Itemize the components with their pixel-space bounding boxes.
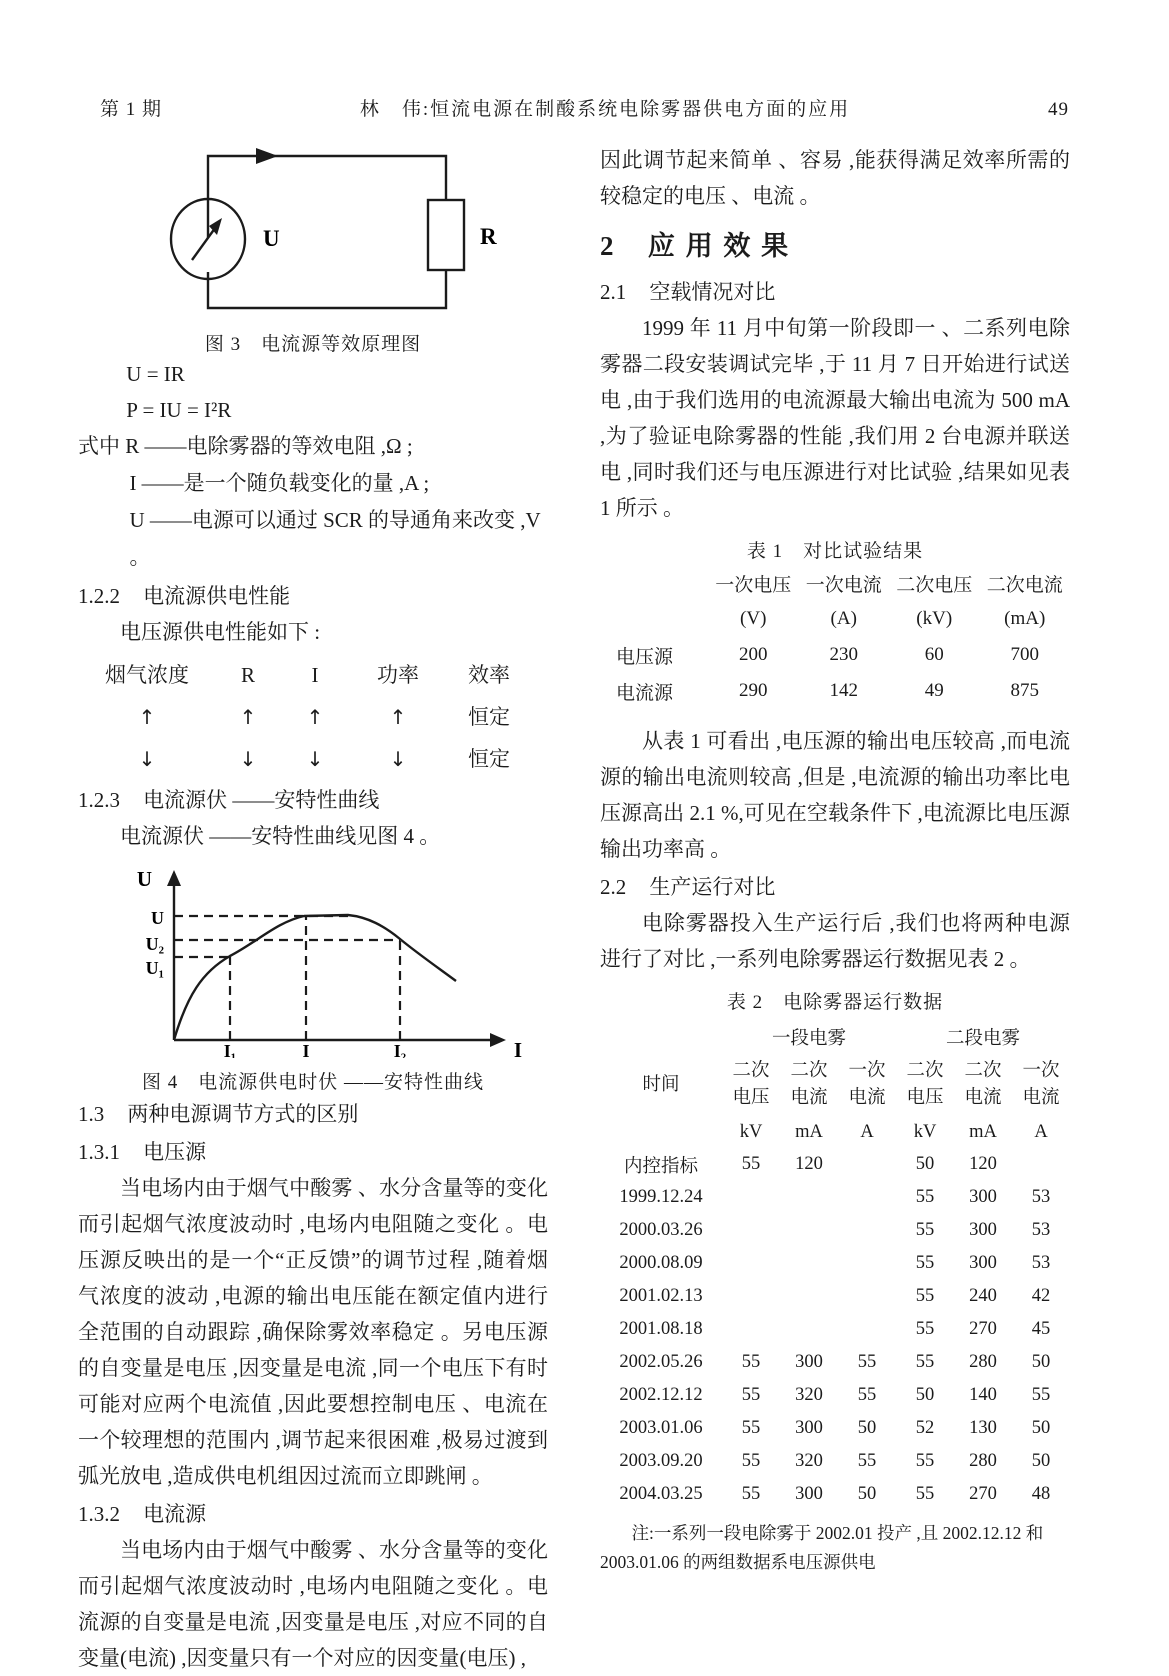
performance-table xyxy=(78,654,548,780)
where-clause xyxy=(78,428,548,576)
figure4 xyxy=(78,860,548,1094)
section-1-3-heading: 1.3 两种电源调节方式的区别 xyxy=(78,1102,359,1126)
fig3-r-label: R xyxy=(480,224,497,249)
vi-curve-line xyxy=(174,915,456,1040)
fig4-i1-tick: I₁ xyxy=(223,1041,237,1058)
table-row: 电流源 290 142 49 875 xyxy=(616,680,1039,704)
table-row: 2003.09.20 55 320 55 55 280 50 xyxy=(619,1451,1051,1471)
figure3-caption: 图 3 电流源等效原理图 xyxy=(204,334,422,355)
running-title: 林 伟:恒流电源在制酸系统电除雾器供电方面的应用 xyxy=(359,99,851,120)
table2-caption: 表 2 电除雾器运行数据 xyxy=(726,992,944,1013)
section-2-2-heading: 2.2 生产运行对比 xyxy=(600,875,776,899)
figure3 xyxy=(78,142,548,356)
section-1-3-1-heading: 1.3.1 电压源 xyxy=(78,1140,207,1164)
table2-group-header-row xyxy=(600,1020,1070,1054)
fig4-u-level: U xyxy=(151,908,164,928)
paragraph-1-3-1: 当电场内由于烟气中酸雾 、水分含量等的变化而引起烟气浓度波动时 ,电场内电阻随之变化 。电压源反映出的是一个“正反馈”的调节过程 ,随着烟气浓度的波动 ,电源的输出电压能在额定值内进行全范围的自动跟踪 ,确保除雾效率稳定 。另电压源的自变量是电压 ,因变量是电流 ,同一个电压下有时可能对应两个电流值 ,因此要想控制电压 、电流在一个较理想的范围内 ,调节起来很困难 ,极易过渡到弧光放电 ,造成供电机组因过流而立即跳闸 。 xyxy=(78,1176,548,1488)
table2-units-row: kV mA A kV mA A xyxy=(739,1121,1048,1142)
right-column xyxy=(600,142,1070,1577)
section-1-2-3-heading: 1.2.3 电流源伏 ——安特性曲线 xyxy=(78,788,380,812)
fig4-u1-level: U₁ xyxy=(145,958,164,978)
table-row: 2003.01.06 55 300 50 52 130 50 xyxy=(619,1418,1051,1438)
table-row: 2002.12.12 55 320 55 50 140 55 xyxy=(619,1385,1051,1405)
table1 xyxy=(600,565,1070,709)
table2-note xyxy=(600,1519,1070,1577)
fig4-x-axis-label: I xyxy=(513,1038,523,1058)
figure4-caption: 图 4 电流源供电时伏 ——安特性曲线 xyxy=(141,1072,484,1093)
performance-down-row: ↓ ↓ ↓ ↓ 恒定 xyxy=(78,738,548,780)
where-u: U ——电源可以通过 SCR 的导通角来改变 ,V 。 xyxy=(129,508,541,569)
table-row: 2000.08.09 55 300 53 xyxy=(619,1253,1051,1273)
note-line-1: 注:一系列一段电除雾于 2002.01 投产 ,且 2002.12.12 和 xyxy=(631,1523,1044,1543)
down-arrow-icon: ↓ xyxy=(306,747,324,771)
where-r: 式中 R ——电除雾器的等效电阻 ,Ω ; xyxy=(78,434,413,458)
up-arrow-icon: ↑ xyxy=(389,705,407,729)
section-2-1-heading: 2.1 空载情况对比 xyxy=(600,280,776,304)
section-1-2-3-line: 电流源伏 ——安特性曲线见图 4 。 xyxy=(120,824,441,848)
up-arrow-icon: ↑ xyxy=(306,705,324,729)
performance-up-row: ↑ ↑ ↑ ↑ 恒定 xyxy=(78,696,548,738)
table1-units-row: (V) (A) (kV) (mA) xyxy=(740,608,1046,629)
page-number: 49 xyxy=(1047,99,1069,120)
table1-caption: 表 1 对比试验结果 xyxy=(746,541,924,562)
table-row: 2000.03.26 55 300 53 xyxy=(619,1220,1051,1240)
performance-header-row: 烟气浓度 R I 功率 效率 xyxy=(105,663,510,687)
paragraph-1-3-2: 当电场内由于烟气中酸雾 、水分含量等的变化而引起烟气浓度波动时 ,电场内电阻随之变化 。电流源的自变量是电流 ,因变量是电压 ,对应不同的自变量(电流) ,因变量只有一个对应的因变量(电压) , xyxy=(78,1538,548,1670)
paragraph-after-table1: 从表 1 可看出 ,电压源的输出电压较高 ,而电流源的输出电流则较高 ,但是 ,电流源的输出功率比电压源高出 2.1 %,可见在空载条件下 ,电流源比电压源输出功率高 。 xyxy=(600,729,1070,861)
where-i: I ——是一个随负载变化的量 ,A ; xyxy=(129,471,430,495)
table-row: 内控指标 55 120 50 120 xyxy=(623,1154,997,1177)
table2-subheader-row: 时间 二次 电压 二次 电流 一次 电流 二次 电压 二次 电流 一次 电流 xyxy=(600,1054,1070,1116)
up-arrow-icon: ↑ xyxy=(138,705,156,729)
table-row: 2001.08.18 55 270 45 xyxy=(619,1319,1051,1339)
fig4-i-tick: I xyxy=(302,1041,310,1058)
note-line-2: 2003.01.06 的两组数据系电压源供电 xyxy=(600,1552,876,1572)
table-row: 1999.12.24 55 300 53 xyxy=(619,1187,1051,1207)
table2 xyxy=(600,1020,1070,1511)
fig4-y-axis-label: U xyxy=(136,867,152,891)
table-row: 2001.02.13 55 240 42 xyxy=(619,1286,1051,1306)
table-row: 电压源 200 230 60 700 xyxy=(616,644,1039,668)
fig3-u-label: U xyxy=(263,226,280,251)
table1-header-row: 一次电压 一次电流 二次电压 二次电流 xyxy=(715,574,1063,596)
up-arrow-icon: ↑ xyxy=(239,705,257,729)
left-column xyxy=(78,142,548,1676)
equation-p-iu: P = IU = I²R xyxy=(126,398,232,422)
paragraph-2-1: 1999 年 11 月中旬第一阶段即一 、二系列电除雾器二段安装调试完毕 ,于 11 月 7 日开始进行试送电 ,由于我们选用的电流源最大输出电流为 500 mA ,为了验证电除雾器的性能 ,我们用 2 台电源并联送电 ,同时我们还与电压源进行对比试验 ,结果如见表 1 所示 。 xyxy=(600,316,1070,520)
y-axis-arrowhead xyxy=(167,870,181,886)
section-1-2-2-intro: 电压源供电性能如下 : xyxy=(120,620,321,644)
fig4-i2-tick: I₂ xyxy=(393,1041,407,1058)
figure4-vi-curve xyxy=(90,860,536,1058)
section-2-heading: 2 应 用 效 果 xyxy=(600,231,791,261)
down-arrow-icon: ↓ xyxy=(389,747,407,771)
time-header: 时间 xyxy=(642,1074,680,1095)
section-1-2-2-heading: 1.2.2 电流源供电性能 xyxy=(78,584,291,608)
equation-u-ir: U = IR xyxy=(126,362,185,386)
table-row: 2004.03.25 55 300 50 55 270 48 xyxy=(619,1484,1051,1504)
figure3-circuit-diagram xyxy=(108,142,518,320)
down-arrow-icon: ↓ xyxy=(239,747,257,771)
fig4-u2-level: U₂ xyxy=(145,934,164,954)
table-row: 2002.05.26 55 300 55 55 280 50 xyxy=(619,1352,1051,1372)
page-header xyxy=(100,94,1069,121)
paragraph-continuation: 因此调节起来简单 、容易 ,能获得满足效率所需的较稳定的电压 、电流 。 xyxy=(600,148,1070,208)
section-1-3-2-heading: 1.3.2 电流源 xyxy=(78,1502,207,1526)
group-header-stage1: 一段电雾 xyxy=(771,1029,846,1049)
x-axis-arrowhead xyxy=(490,1033,506,1047)
group-header-stage2: 二段电雾 xyxy=(945,1029,1020,1049)
paragraph-2-2: 电除雾器投入生产运行后 ,我们也将两种电源进行了对比 ,一系列电除雾器运行数据见表 2 。 xyxy=(600,911,1070,971)
resistor-symbol xyxy=(428,200,464,270)
current-arrow xyxy=(256,148,278,164)
down-arrow-icon: ↓ xyxy=(138,747,156,771)
equations xyxy=(78,356,548,428)
journal-issue: 第 1 期 xyxy=(100,99,163,120)
